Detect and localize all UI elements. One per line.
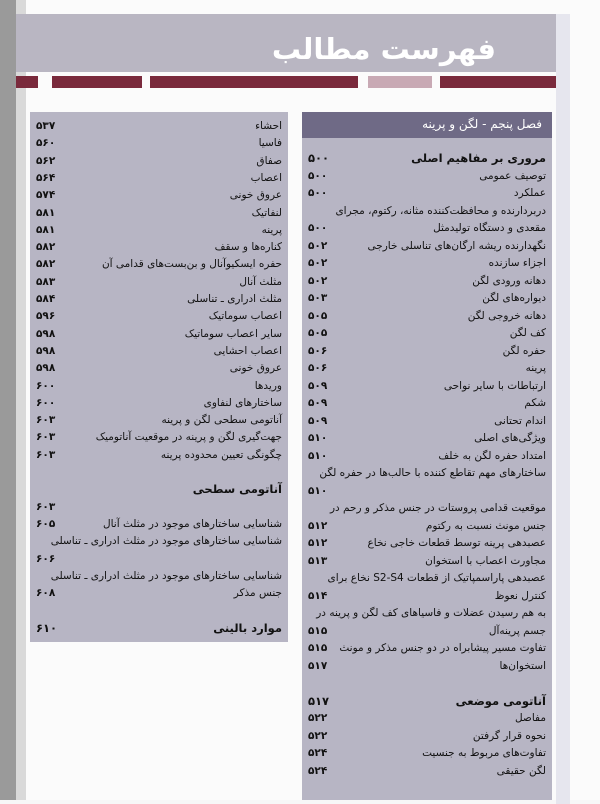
toc-entry [308, 168, 546, 185]
toc-entry [308, 185, 546, 202]
toc-entry-title: اندام تحتانی [494, 414, 546, 427]
toc-entry [308, 535, 546, 552]
toc-entry-page: ۵۰۶ [308, 362, 328, 374]
toc-entry [308, 378, 546, 395]
bar [52, 76, 142, 88]
toc-entry-page: ۵۶۴ [36, 171, 56, 184]
toc-entry-page: ۶۰۳ [36, 448, 56, 461]
chapter-title: فصل پنجم - لگن و پرینه [422, 117, 542, 131]
toc-entry [308, 483, 546, 500]
toc-entry-page: ۵۰۰ [308, 222, 328, 234]
toc-entry-page: ۵۱۷ [308, 659, 328, 672]
toc-entry [308, 465, 546, 482]
toc-entry-page: ۵۰۳ [308, 292, 328, 304]
toc-entry [308, 710, 546, 727]
toc-entry-title: احشاء [255, 120, 282, 132]
toc-entry-page: ۵۱۲ [308, 537, 328, 549]
toc-entry [36, 533, 282, 550]
toc-entry [36, 291, 282, 308]
toc-entry [308, 588, 546, 605]
toc-entry-title: دربردارنده و محافظت‌کننده مثانه، رکتوم، مجرای [335, 204, 546, 217]
toc-entry-title: ساختارهای مهم تقاطع کننده با حالب‌ها در حفره لگن [319, 467, 546, 479]
page-right-edge [556, 14, 570, 804]
toc-entry [308, 308, 546, 325]
toc-entry-page: ۵۰۵ [308, 327, 328, 339]
toc-entry [36, 326, 282, 343]
toc-entry-title: عصبدهی پاراسمپاتیک از قطعات S2-S4 نخاع برای [327, 572, 546, 584]
toc-header [16, 14, 556, 72]
toc-entry [36, 620, 282, 637]
toc-entry [36, 429, 282, 446]
page-binding-shadow [0, 0, 16, 800]
toc-entry-page: ۵۱۰ [308, 432, 328, 444]
toc-entry-page: ۵۰۰ [308, 169, 328, 182]
toc-entry [36, 551, 282, 568]
toc-entry-page: ۵۹۸ [36, 327, 56, 340]
toc-entry-page: ۵۸۲ [36, 241, 56, 254]
bar [440, 76, 556, 88]
toc-entry-title: ارتباطات با سایر نواحی [443, 379, 546, 392]
toc-entry-title: اعصاب سوماتیک [208, 310, 282, 323]
toc-entry [308, 623, 546, 640]
toc-entry-page: ۵۱۲ [308, 519, 328, 532]
toc-entry-title: اجزاء سازنده [488, 257, 546, 269]
toc-entry [308, 413, 546, 430]
toc-entry [36, 187, 282, 204]
toc-entry-title: موارد بالینی [213, 620, 282, 635]
toc-entry-title: دهانه خروجی لگن [467, 309, 546, 322]
toc-entry-page: ۵۰۹ [308, 397, 328, 409]
toc-entry [308, 500, 546, 517]
toc-entry [36, 516, 282, 533]
toc-entry [308, 395, 546, 412]
toc-entry [36, 222, 282, 239]
toc-entry-title: کف لگن [509, 327, 546, 339]
toc-entry [308, 325, 546, 342]
toc-entry-page: ۵۱۷ [308, 693, 330, 708]
toc-entry-title: سایر اعصاب سوماتیک [184, 327, 282, 340]
toc-right-column [308, 150, 546, 800]
toc-entry-title: مثلث ادراری ـ تناسلی [187, 293, 282, 305]
toc-entry-title: جسم پرینه‌آل [488, 624, 546, 637]
toc-entry-page: ۵۰۹ [308, 414, 328, 427]
toc-entry-page: ۶۰۳ [36, 431, 56, 444]
toc-entry-page: ۵۸۱ [36, 223, 56, 236]
toc-entry-title: جنس مونث نسبت به رکتوم [425, 519, 546, 532]
toc-entry-page: ۵۶۲ [36, 154, 56, 167]
toc-entry-page: ۵۱۵ [308, 642, 328, 654]
toc-entry-title: لگن حقیقی [496, 764, 546, 777]
toc-entry-page: ۵۸۳ [36, 275, 56, 288]
toc-entry-title: آناتومی سطحی [192, 482, 282, 497]
toc-entry-page: ۶۰۳ [36, 414, 56, 427]
bar [16, 76, 38, 88]
toc-entry-title: شناسایی ساختارهای موجود در مثلث ادراری ـ تناسلی [50, 535, 282, 548]
toc-entry [308, 745, 546, 762]
toc-entry-title: مجاورت اعصاب با استخوان [425, 554, 546, 567]
toc-entry-title: تفاوت مسیر پیشابراه در دو جنس مذکر و مونث [339, 642, 546, 654]
toc-entry [308, 675, 546, 692]
toc-entry-page: ۶۱۰ [36, 620, 58, 635]
toc-entry [308, 203, 546, 220]
toc-entry-title: ساختارهای لنفاوی [203, 396, 282, 409]
toc-entry [308, 658, 546, 675]
toc-entry [308, 255, 546, 272]
toc-entry [36, 602, 282, 619]
toc-entry [36, 308, 282, 325]
toc-entry-page: ۵۰۹ [308, 379, 328, 392]
toc-entry-title: صفاق [256, 154, 282, 167]
toc-entry-title: اعصاب احشایی [213, 344, 282, 357]
toc-entry-page: ۵۰۵ [308, 309, 328, 322]
toc-entry-page: ۵۱۳ [308, 554, 328, 567]
toc-entry-title: تفاوت‌های مربوط به جنسیت [422, 747, 546, 759]
toc-entry-title: موقعیت قدامی پروستات در جنس مذکر و رحم در [329, 502, 546, 514]
toc-entry-title: عصبدهی پرینه توسط قطعات خاجی نخاع [367, 537, 546, 549]
toc-entry [308, 238, 546, 255]
toc-entry-title: چگونگی تعیین محدوده پرینه [160, 448, 282, 461]
toc-entry-title: امتداد حفره لگن به خلف [438, 449, 546, 462]
toc-entry-title: ویژگی‌های اصلی [474, 432, 546, 444]
toc-entry [308, 360, 546, 377]
toc-entry-page: ۵۱۴ [308, 589, 328, 602]
toc-entry [308, 570, 546, 587]
toc-entry-title: دهانه ورودی لگن [472, 274, 546, 287]
decorative-bars [16, 76, 556, 90]
toc-entry [36, 447, 282, 464]
toc-entry [36, 395, 282, 412]
toc-entry-title: حفره ایسکیوآنال و بن‌بست‌های قدامی آن [101, 258, 282, 271]
toc-entry-page: ۵۲۴ [308, 747, 328, 759]
toc-entry-title: به هم رسیدن عضلات و فاسیاهای کف لگن و پرینه در [316, 607, 546, 619]
toc-entry-title: اعصاب [250, 171, 282, 184]
toc-entry-page: ۵۶۰ [36, 137, 56, 150]
toc-entry [308, 220, 546, 237]
toc-entry-page: ۵۰۰ [308, 187, 328, 199]
toc-entry-page: ۵۲۲ [308, 712, 328, 724]
toc-left-column [36, 118, 282, 638]
toc-entry-title: آناتومی سطحی لگن و پرینه [161, 414, 282, 427]
toc-entry-title: جهت‌گیری لگن و پرینه در موقعیت آناتومیک [95, 431, 282, 444]
toc-entry [36, 118, 282, 135]
toc-entry [36, 499, 282, 516]
toc-entry [308, 150, 546, 167]
toc-entry-title: عملکرد [513, 187, 546, 199]
toc-entry-title: نگهدارنده ریشه ارگان‌های تناسلی خارجی [367, 239, 546, 252]
toc-entry-title: مروری بر مفاهیم اصلی [411, 151, 546, 165]
toc-entry-page: ۵۸۲ [36, 258, 56, 271]
toc-entry-title: کناره‌ها و سقف [214, 241, 282, 254]
toc-entry [36, 274, 282, 291]
chapter-heading [302, 112, 552, 138]
toc-entry-page: ۶۰۶ [36, 552, 56, 565]
toc-entry-page: ۶۰۳ [36, 500, 56, 513]
toc-entry-page: ۶۰۵ [36, 517, 56, 530]
toc-entry [36, 412, 282, 429]
toc-entry [308, 343, 546, 360]
toc-entry [308, 553, 546, 570]
toc-entry-title: دیواره‌های لگن [482, 292, 546, 304]
bar [368, 76, 432, 88]
toc-entry-title: توصیف عمومی [479, 169, 546, 182]
toc-entry-page: ۵۹۶ [36, 310, 56, 323]
toc-entry-page: ۵۰۶ [308, 344, 328, 357]
toc-entry-title: نحوه قرار گرفتن [472, 729, 546, 742]
toc-entry-page: ۶۰۰ [36, 379, 56, 392]
toc-entry-page: ۵۳۷ [36, 120, 56, 132]
toc-entry-title: مفاصل [514, 712, 546, 724]
toc-entry [308, 518, 546, 535]
toc-entry-page: ۵۱۰ [308, 484, 328, 497]
toc-entry [308, 728, 546, 745]
toc-entry-title: شناسایی ساختارهای موجود در مثلث ادراری ـ تناسلی [50, 569, 282, 582]
toc-entry [308, 693, 546, 710]
bar [150, 76, 358, 88]
toc-entry-page: ۶۰۸ [36, 587, 56, 600]
toc-entry [308, 448, 546, 465]
toc-entry-title: وریدها [254, 379, 282, 392]
toc-entry [36, 360, 282, 377]
toc-entry-page: ۵۲۲ [308, 729, 328, 742]
toc-entry-page: ۵۰۰ [308, 151, 330, 165]
toc-entry [308, 430, 546, 447]
toc-entry-title: فاسیا [258, 137, 282, 150]
toc-entry [36, 585, 282, 602]
toc-entry-page: ۵۹۸ [36, 362, 56, 375]
toc-entry-title: مثلث آنال [239, 275, 282, 288]
page-title: فهرست مطالب [271, 32, 496, 66]
toc-entry-title: استخوان‌ها [499, 659, 546, 672]
toc-entry [36, 464, 282, 481]
toc-entry-page: ۵۰۲ [308, 239, 328, 252]
toc-entry-title: عروق خونی [229, 362, 282, 375]
toc-entry-page: ۵۸۱ [36, 206, 56, 219]
toc-entry-page: ۵۹۸ [36, 344, 56, 357]
toc-entry-page: ۵۸۴ [36, 293, 56, 305]
toc-entry [308, 640, 546, 657]
toc-entry-title: کنترل نعوظ [494, 589, 546, 602]
toc-entry [36, 170, 282, 187]
toc-entry-title: عروق خونی [229, 189, 282, 202]
page-binding-edge [16, 0, 26, 800]
toc-entry [36, 153, 282, 170]
toc-entry [36, 343, 282, 360]
toc-entry [36, 378, 282, 395]
toc-entry [36, 256, 282, 273]
toc-entry-title: آناتومی موضعی [455, 693, 546, 708]
toc-entry-title: جنس مذکر [233, 587, 282, 600]
toc-entry-page: ۵۰۲ [308, 257, 328, 269]
toc-entry [308, 763, 546, 780]
toc-entry-title: لنفاتیک [251, 206, 282, 219]
toc-entry-page: ۵۱۵ [308, 624, 328, 637]
toc-entry [308, 290, 546, 307]
toc-entry-title: شناسایی ساختارهای موجود در مثلث آنال [102, 517, 282, 530]
toc-entry-page: ۵۱۰ [308, 449, 328, 462]
toc-entry [36, 568, 282, 585]
toc-entry [36, 205, 282, 222]
toc-entry-title: مقعدی و دستگاه تولیدمثل [433, 222, 546, 234]
toc-entry [36, 239, 282, 256]
toc-entry [36, 481, 282, 498]
toc-entry-title: شکم [524, 397, 546, 409]
toc-entry [36, 135, 282, 152]
toc-entry-title: پرینه [261, 223, 282, 236]
toc-entry [308, 605, 546, 622]
toc-entry-page: ۵۰۲ [308, 274, 328, 287]
toc-entry-page: ۵۲۴ [308, 764, 328, 777]
toc-entry-title: پرینه [525, 362, 546, 374]
toc-entry-title: حفره لگن [502, 344, 546, 357]
toc-entry-page: ۶۰۰ [36, 396, 56, 409]
toc-entry [308, 273, 546, 290]
toc-entry-page: ۵۷۴ [36, 189, 56, 202]
